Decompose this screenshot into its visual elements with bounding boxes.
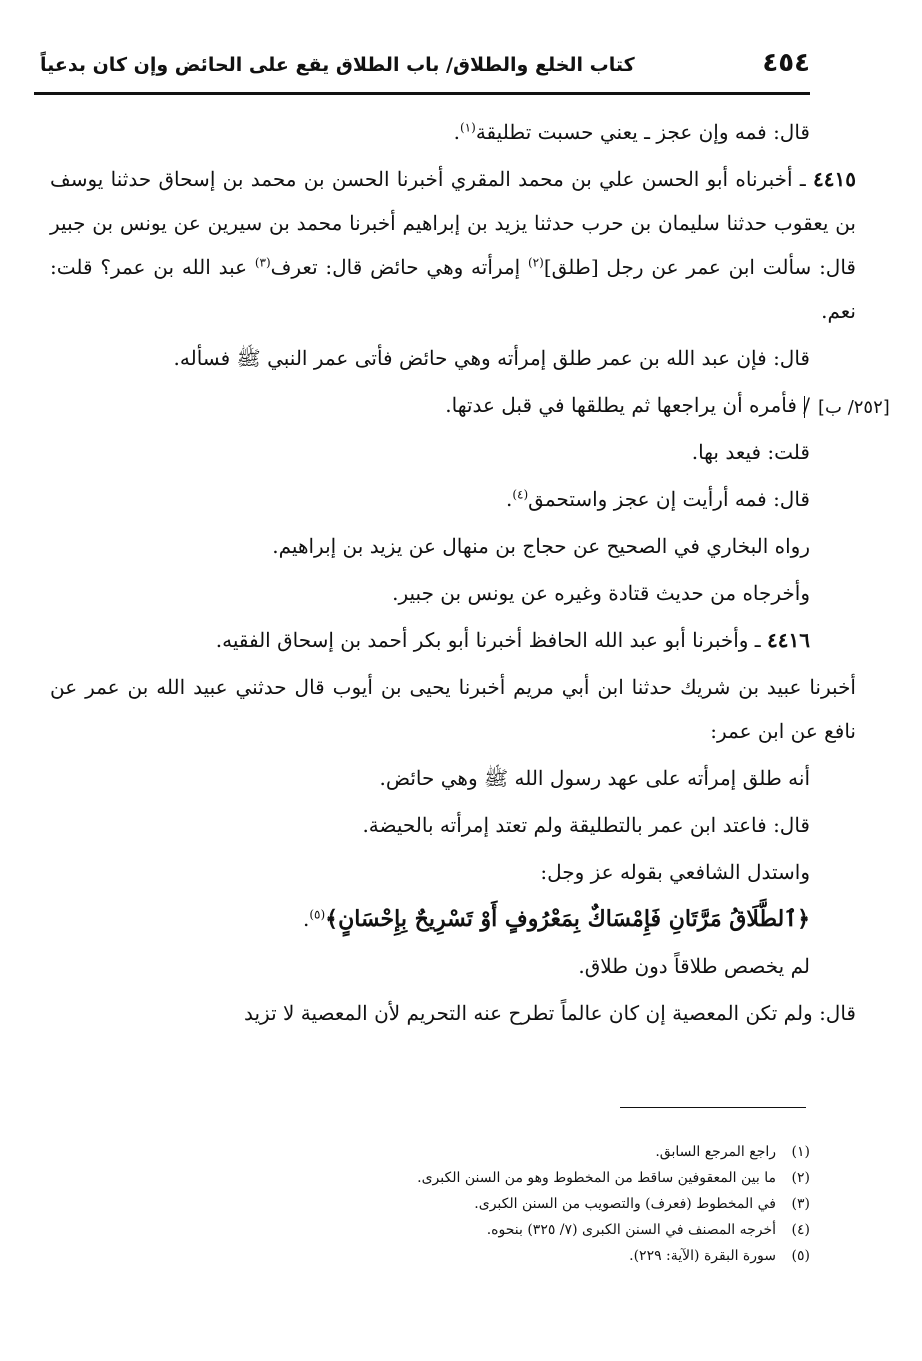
page-number: ٤٥٤	[762, 48, 810, 78]
footnote-number: (٢)	[791, 1170, 810, 1186]
paragraph	[50, 430, 810, 474]
footnote-ref[interactable]: (١)	[459, 120, 476, 135]
paragraph-text: قال: ولم تكن المعصية إن كان عالماً تطرح عنه التحريم لأن المعصية لا تزيد	[243, 1001, 856, 1025]
footnote	[250, 1244, 810, 1268]
paragraph-text: لم يخصص طلاقاً دون طلاق.	[578, 954, 810, 978]
footnote-separator	[620, 1107, 806, 1108]
footnote-text: في المخطوط (فعرف) والتصويب من السنن الكبرى.	[474, 1196, 776, 1212]
punctuation: .	[302, 907, 310, 931]
header-rule	[34, 92, 810, 95]
paragraph-text: إمرأته وهي حائض قال: تعرف	[270, 255, 528, 279]
quran-verse	[50, 897, 810, 941]
paragraph-text: قال: فمه أرأيت إن عجز واستحمق	[528, 487, 810, 511]
paragraph-text: واستدل الشافعي بقوله عز وجل:	[540, 860, 810, 884]
paragraph	[50, 383, 810, 427]
footnote-ref[interactable]: (٥)	[309, 907, 326, 922]
paragraph-text: قال: فإن عبد الله بن عمر طلق إمرأته وهي حائض فأتى عمر النبي ﷺ فسأله.	[173, 346, 810, 370]
footnote-ref[interactable]: (٣)	[254, 255, 271, 270]
paragraph-text: أخبرنا عبيد بن شريك حدثنا ابن أبي مريم أخبرنا يحيى بن أيوب قال حدثني عبيد الله بن عمر عن نافع عن ابن عمر:	[50, 675, 856, 743]
hadith-number: ٤٤١٥	[813, 167, 856, 191]
footnote-number: (٣)	[791, 1196, 810, 1212]
paragraph	[50, 803, 810, 847]
footnote	[250, 1192, 810, 1216]
paragraph-text: قلت: فيعد بها.	[691, 440, 810, 464]
paragraph-text: وأخرجاه من حديث قتادة وغيره عن يونس بن جبير.	[392, 581, 810, 605]
footnote-text: سورة البقرة (الآية: ٢٢٩).	[629, 1248, 776, 1264]
footnote	[250, 1218, 810, 1242]
footnote-text: ما بين المعقوفين ساقط من المخطوط وهو من السنن الكبرى.	[417, 1170, 776, 1186]
footnote-ref[interactable]: (٢)	[527, 255, 544, 270]
hadith-4416	[50, 618, 810, 662]
footnote	[250, 1140, 810, 1164]
paragraph	[50, 944, 810, 988]
quran-verse-text: ﴿ٱلطَّلَاقُ مَرَّتَانِ فَإِمْسَاكٌ بِمَعْرُوفٍ أَوْ تَسْرِيحٌ بِإِحْسَانٍ﴾	[325, 906, 810, 932]
footnote-text: أخرجه المصنف في السنن الكبرى (٧/ ٣٢٥) بنحوه.	[486, 1222, 776, 1238]
paragraph	[50, 336, 810, 380]
page-header	[34, 42, 810, 90]
paragraph	[50, 571, 810, 615]
punctuation: .	[505, 487, 513, 511]
paragraph-text: / فأمره أن يراجعها ثم يطلقها في قبل عدتها.	[445, 393, 810, 417]
footnote-number: (٥)	[791, 1248, 810, 1264]
footnote-number: (٤)	[791, 1222, 810, 1238]
paragraph	[50, 524, 810, 568]
footnote-number: (١)	[791, 1144, 810, 1160]
paragraph	[50, 850, 810, 894]
paragraph-text: أنه طلق إمرأته على عهد رسول الله ﷺ وهي حائض.	[379, 766, 810, 790]
paragraph	[50, 665, 856, 753]
paragraph	[50, 756, 810, 800]
paragraph-text: ـ أخبرناه أبو الحسن علي بن محمد المقري أخبرنا الحسن بن محمد بن إسحاق حدثنا يوسف بن يعقوب حدثنا سليمان بن حرب حدثنا يزيد بن إبراهيم أخبرنا محمد بن سيرين عن يونس بن جبير قال: سألت ابن عمر عن رجل [طلق]	[50, 167, 856, 279]
manuscript-folio-note: [٢٥٢/ ب]	[818, 397, 890, 418]
hadith-4415	[50, 157, 856, 333]
paragraph	[50, 477, 810, 521]
footnote-text: راجع المرجع السابق.	[655, 1144, 776, 1160]
running-title: كتاب الخلع والطلاق/ باب الطلاق يقع على الحائض وإن كان بدعياً	[40, 54, 635, 76]
paragraph	[50, 110, 810, 154]
paragraph-text: قال: فاعتد ابن عمر بالتطليقة ولم تعتد إمرأته بالحيضة.	[362, 813, 810, 837]
footnote-ref[interactable]: (٤)	[512, 487, 529, 502]
footnote	[250, 1166, 810, 1190]
paragraph-text: عبد الله بن عمر؟ قلت: نعم.	[50, 255, 856, 323]
hadith-number: ٤٤١٦	[767, 628, 810, 652]
punctuation: .	[453, 120, 460, 144]
paragraph-text: رواه البخاري في الصحيح عن حجاج بن منهال عن يزيد بن إبراهيم.	[272, 534, 810, 558]
paragraph	[50, 991, 856, 1035]
paragraph-text: قال: فمه وإن عجز ـ يعني حسبت تطليقة	[475, 120, 810, 144]
paragraph-text: ـ وأخبرنا أبو عبد الله الحافظ أخبرنا أبو بكر أحمد بن إسحاق الفقيه.	[215, 628, 768, 652]
footnotes	[250, 1140, 810, 1270]
